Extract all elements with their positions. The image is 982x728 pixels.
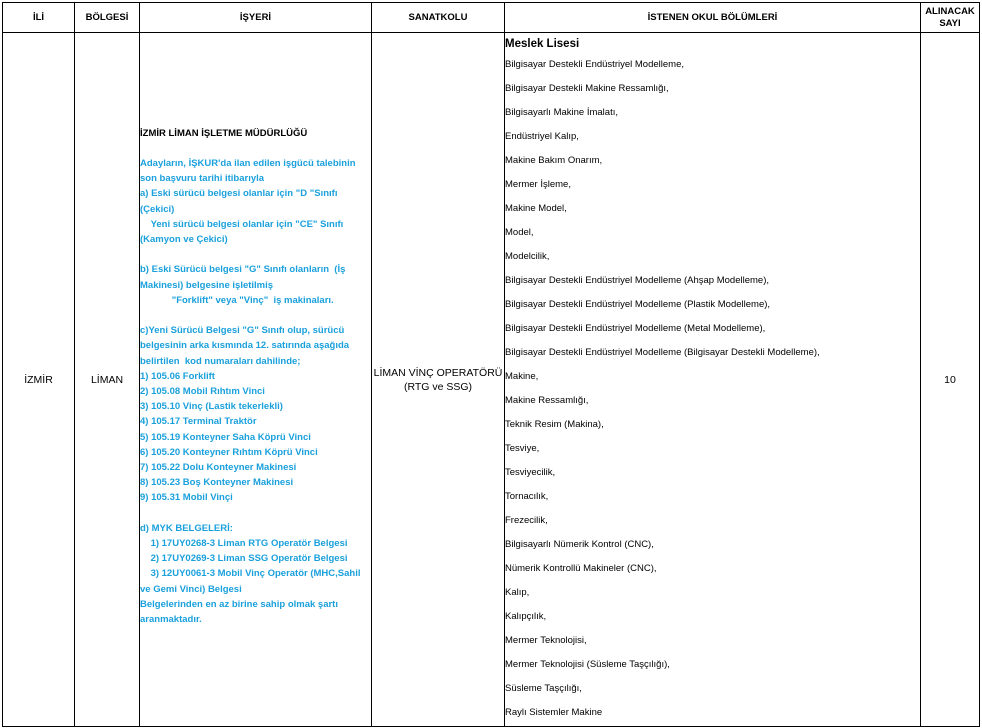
department-item: Kalıp, [505,587,530,598]
department-item: Teknik Resim (Makina), [505,419,604,430]
department-item: Kalıpçılık, [505,611,547,622]
header-sanatkolu: SANATKOLU [372,3,505,33]
department-item: Endüstriyel Kalıp, [505,131,579,142]
header-ili: İLİ [3,3,75,33]
department-item: Bilgisayar Destekli Makine Ressamlığı, [505,83,669,94]
sanatkolu-line2: (RTG ve SSG) [403,380,473,393]
department-item: Model, [505,227,534,238]
department-item: Mermer İşleme, [505,179,571,190]
cell-alinacak: 10 [921,33,980,727]
sanatkolu-line1: LİMAN VİNÇ OPERATÖRÜ [373,366,503,379]
department-item: Bilgisayar Destekli Endüstriyel Modelleme (Metal Modelleme), [505,323,766,334]
department-item: Makine Bakım Onarım, [505,155,603,166]
header-isyeri: İŞYERİ [140,3,372,33]
job-listing-table [2,2,980,727]
department-item: Bilgisayarlı Nümerik Kontrol (CNC), [505,539,654,550]
department-item: Modelcilik, [505,251,550,262]
header-bolgesi: BÖLGESİ [75,3,140,33]
department-item: Tesviye, [505,443,540,454]
header-alinacak: ALINACAK SAYI [921,3,980,33]
department-item: Makine Model, [505,203,567,214]
table-row [3,33,980,727]
header-row [3,3,980,33]
department-item: Bilgisayar Destekli Endüstriyel Modelleme (Bilgisayar Destekli Modelleme), [505,347,820,358]
department-item: Tornacılık, [505,491,549,502]
cell-ili: İZMİR [3,33,75,727]
cell-isyeri [140,33,372,727]
department-item: Bilgisayarlı Makine İmalatı, [505,107,618,118]
requirements-text: Adayların, İŞKUR'da ilan edilen işgücü talebinin son başvuru tarihi itibarıyla a) Eski sürücü belgesi olanlar için "D "Sınıfı (Çekici) Yeni sürücü belgesi olanlar için "CE" Sınıfı (Kamyon ve Çekici) b) Eski Sürücü belgesi "G" Sınıfı olanların (İş Makinesi) belgesine işletilmiş "Forklift" veya "Vinç" iş makinaları. c)Yeni Sürücü Belgesi "G" Sınıfı olup, sürücü belgesinin arka kısmında 12. satırında aşağıda belirtilen kod numaraları dahilinde; 1) 105.06 Forklift 2) 105.08 Mobil Rıhtım Vinci 3) 105.10 Vinç (Lastik tekerlekli) 4) 105.17 Terminal Traktör 5) 105.19 Konteyner Saha Köprü Vinci 6) 105.20 Konteyner Rıhtım Köprü Vinci 7) 105.22 Dolu Konteyner Makinesi 8) 105.23 Boş Konteyner Makinesi 9) 105.31 Mobil Vinçi d) MYK BELGELERİ: 1) 17UY0268-3 Liman RTG Operatör Belgesi 2) 17UY0269-3 Liman SSG Operatör Belgesi 3) 12UY0061-3 Mobil Vinç Operatör (MHC,Sahil ve Gemi Vinci) Belgesi Belgelerinden en az birine sahip olmak şartı aranmaktadır. [140,158,361,626]
department-item: Nümerik Kontrollü Makineler (CNC), [505,563,657,574]
department-item: Süsleme Taşçılığı, [505,683,582,694]
header-bolumler: İSTENEN OKUL BÖLÜMLERİ [505,3,921,33]
department-item: Makine, [505,371,539,382]
department-item: Bilgisayar Destekli Endüstriyel Modelleme, [505,59,684,70]
department-item: Mermer Teknolojisi, [505,635,587,646]
cell-bolgesi: LİMAN [75,33,140,727]
department-item: Bilgisayar Destekli Endüstriyel Modelleme (Ahşap Modelleme), [505,275,769,286]
department-item: Raylı Sistemler Makine [505,707,603,718]
department-item: Makine Ressamlığı, [505,395,589,406]
department-item: Tesviyecilik, [505,467,556,478]
cell-sanatkolu [372,33,505,727]
department-item: Mermer Teknolojisi (Süsleme Taşçılığı), [505,659,670,670]
department-item: Bilgisayar Destekli Endüstriyel Modelleme (Plastik Modelleme), [505,299,771,310]
company-name: İZMİR LİMAN İŞLETME MÜDÜRLÜĞÜ [140,128,308,139]
school-type-heading: Meslek Lisesi [505,38,580,50]
department-item: Frezecilik, [505,515,548,526]
cell-bolumler [505,33,921,727]
department-list [505,53,920,725]
